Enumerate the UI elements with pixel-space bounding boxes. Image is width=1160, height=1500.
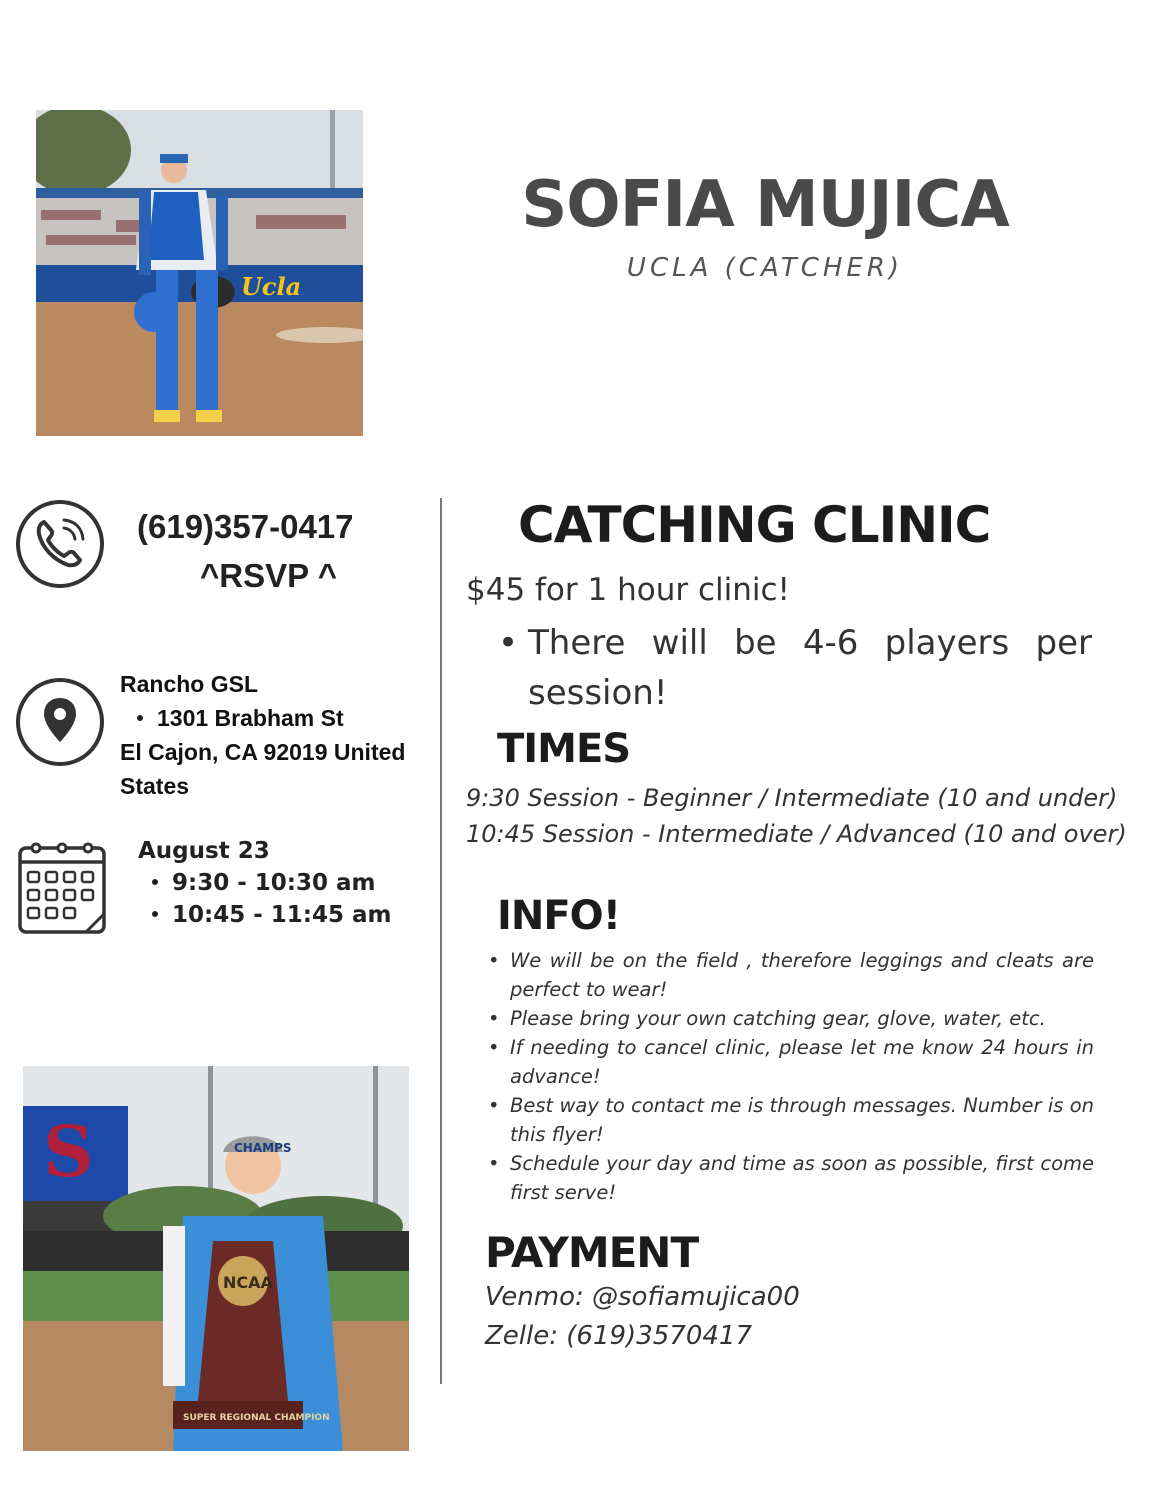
info-list: [486, 946, 1094, 1207]
catcher-photo: [36, 110, 363, 436]
location-pin-icon: [14, 676, 106, 768]
phone-icon: [14, 498, 106, 590]
rsvp-label: ^RSVP ^: [200, 557, 337, 594]
zelle-number: Zelle: (619)3570417: [485, 1321, 752, 1351]
clinic-title: CATCHING CLINIC: [518, 496, 991, 554]
trophy-text: NCAA: [223, 1273, 273, 1292]
clinic-price: $45 for 1 hour clinic!: [466, 572, 790, 608]
clinic-date: August 23: [138, 838, 270, 864]
column-divider: [440, 498, 442, 1384]
ucla-wall-text: Ucla: [241, 272, 302, 301]
player-name: SOFIA MUJICA: [521, 168, 1009, 242]
info-item: • Best way to contact me is through messages. Number is on this flyer!: [488, 1094, 1094, 1146]
session-beginner: 9:30 Session - Beginner / Intermediate (10 and under): [466, 784, 1118, 812]
location-city: El Cajon, CA 92019 United States: [120, 739, 406, 799]
bullet: •: [498, 623, 519, 663]
location-street-text: 1301 Brabham St: [157, 705, 344, 731]
trophy-photo: [23, 1066, 409, 1451]
times-heading: TIMES: [497, 726, 631, 772]
phone-number[interactable]: (619)357-0417: [137, 508, 354, 545]
bullet: [152, 911, 158, 917]
players-per-session: [498, 618, 1092, 718]
info-item-text: Schedule your day and time as soon as possible, first come first serve!: [510, 1152, 1094, 1204]
time-slot-1: [152, 870, 375, 896]
info-item: • If needing to cancel clinic, please let me know 24 hours in advance!: [488, 1036, 1094, 1088]
venmo-handle: Venmo: @sofiamujica00: [485, 1282, 800, 1312]
payment-heading: PAYMENT: [485, 1228, 699, 1277]
info-item: • Please bring your own catching gear, glove, water, etc.: [488, 1007, 1046, 1030]
cap-text: CHAMPS: [234, 1141, 292, 1155]
players-per-session-text: There will be 4-6 players per session!: [528, 623, 1092, 713]
svg-text:S: S: [43, 1110, 94, 1193]
info-heading: INFO!: [497, 893, 620, 939]
plaque-text: SUPER REGIONAL CHAMPION: [183, 1413, 330, 1423]
bullet: [137, 715, 143, 721]
info-item-text: Best way to contact me is through messages. Number is on this flyer!: [510, 1094, 1094, 1146]
player-school-position: UCLA (CATCHER): [626, 253, 904, 283]
info-item-text: We will be on the field , therefore leggings and cleats are perfect to wear!: [510, 949, 1094, 1001]
info-item: • Schedule your day and time as soon as possible, first come first serve!: [488, 1152, 1094, 1204]
time-slot-2: [152, 902, 391, 928]
time-slot-1-text: 9:30 - 10:30 am: [172, 870, 376, 896]
bullet: [152, 879, 158, 885]
calendar-icon: [16, 838, 108, 936]
session-advanced: 10:45 Session - Intermediate / Advanced (10 and over): [466, 820, 1127, 848]
info-item-text: Please bring your own catching gear, glove, water, etc.: [510, 1007, 1046, 1030]
location-street: [137, 701, 344, 735]
time-slot-2-text: 10:45 - 11:45 am: [172, 902, 392, 928]
info-item: • We will be on the field , therefore leggings and cleats are perfect to wear!: [488, 949, 1094, 1001]
location-name: Rancho GSL: [120, 671, 259, 697]
info-item-text: If needing to cancel clinic, please let me know 24 hours in advance!: [510, 1036, 1094, 1088]
